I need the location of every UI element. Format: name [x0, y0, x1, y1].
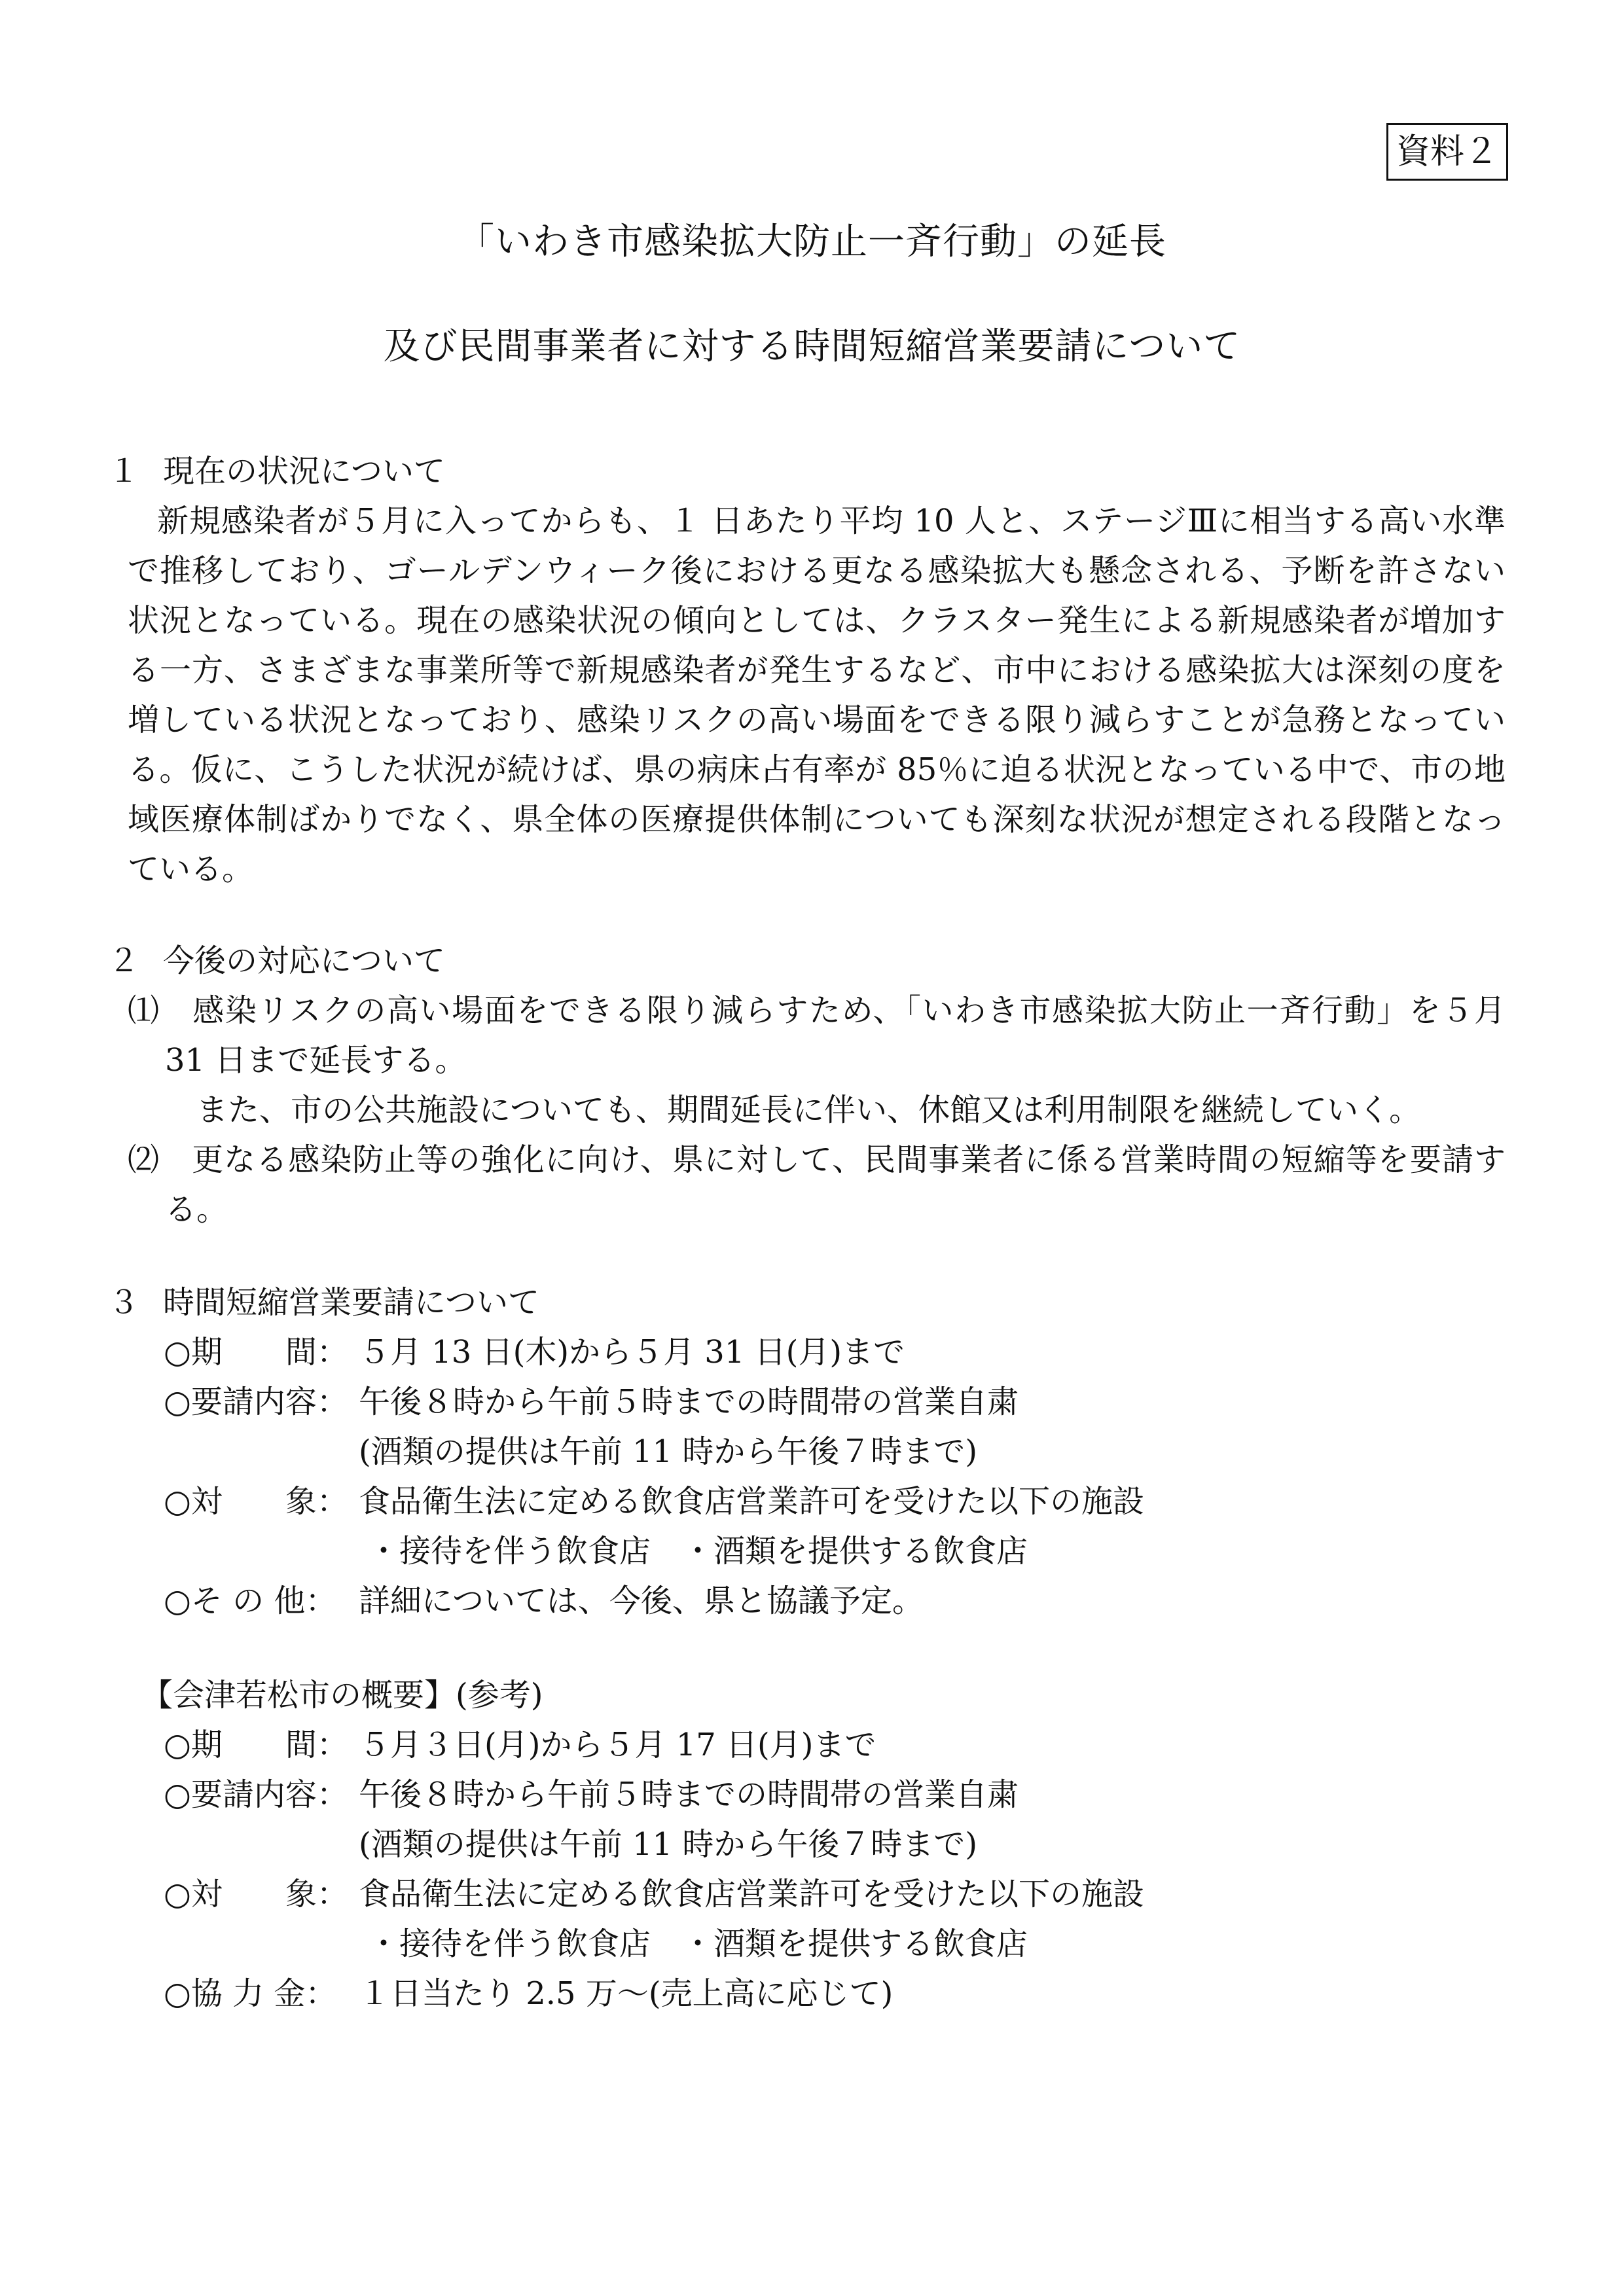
period-value: ５月３日(月)から５月 17 日(月)まで	[359, 1727, 876, 1763]
section1-line: 域医療体制ばかりでなく、県全体の医療提供体制についても深刻な状況が想定される段階となっ	[128, 801, 1506, 838]
section2-item1-line: 31 日まで延長する。	[165, 1042, 467, 1079]
section1-number: １	[108, 453, 140, 490]
period-label: ○期 間：	[164, 1727, 348, 1763]
section1-line: 増している状況となっており、感染リスクの高い場面をできる限り減らすことが急務となってい	[128, 702, 1506, 738]
reference-target	[164, 1869, 1144, 1919]
title-line-1: 「いわき市感染拡大防止一斉行動」の延長	[458, 221, 1166, 263]
section3-request-note: (酒類の提供は午前 11 時から午後７時まで)	[359, 1433, 978, 1470]
section2-item2-line: ⑵ 更なる感染防止等の強化に向け、県に対して、民間事業者に係る営業時間の短縮等を要請す	[128, 1141, 1506, 1178]
target-label: ○対 象：	[164, 1876, 348, 1912]
section1-line: 新規感染者が５月に入ってからも、１ 日あたり平均 10 人と、ステージⅢに相当する高い水準	[157, 503, 1506, 539]
reference-coop	[164, 1969, 893, 2018]
section3-request	[164, 1377, 1019, 1427]
section3-target	[164, 1477, 1144, 1526]
section2-item2-line: る。	[165, 1191, 228, 1228]
title-line-2: 及び民間事業者に対する時間短縮営業要請について	[383, 325, 1241, 368]
coop-label: ○協 力 金：	[164, 1975, 337, 2012]
section3-heading	[108, 1278, 539, 1327]
section2-heading	[108, 936, 445, 986]
section3-period	[164, 1327, 905, 1377]
target-value: 食品衛生法に定める飲食店営業許可を受けた以下の施設	[359, 1876, 1145, 1912]
period-value: ５月 13 日(木)から５月 31 日(月)まで	[359, 1334, 905, 1371]
section2-title: 今後の対応について	[163, 942, 446, 979]
other-value: 詳細については、今後、県と協議予定。	[359, 1583, 924, 1619]
section2-item1-line: ⑴ 感染リスクの高い場面をできる限り減らすため、「いわき市感染拡大防止一斉行動」を５月	[128, 992, 1506, 1029]
target-label: ○対 象：	[164, 1483, 348, 1520]
section1-line: る。仮に、こうした状況が続けば、県の病床占有率が 85％に迫る状況となっている中で、市の地	[128, 751, 1506, 788]
section3-title: 時間短縮営業要請について	[163, 1284, 540, 1321]
document-label: 資料２	[1386, 123, 1508, 181]
section1-line: 状況となっている。現在の感染状況の傾向としては、クラスター発生による新規感染者が増加す	[128, 602, 1506, 639]
section2-number: ２	[108, 942, 140, 979]
target-value: 食品衛生法に定める飲食店営業許可を受けた以下の施設	[359, 1483, 1145, 1520]
request-label: ○要請内容：	[164, 1776, 348, 1813]
reference-target-items: ・接待を伴う飲食店 ・酒類を提供する飲食店	[368, 1926, 1028, 1962]
section2-item1-line: また、市の公共施設についても、期間延長に伴い、休館又は利用制限を継続していく。	[196, 1092, 1421, 1128]
section3-target-items: ・接待を伴う飲食店 ・酒類を提供する飲食店	[368, 1533, 1028, 1570]
section3-number: ３	[108, 1284, 140, 1321]
section1-title: 現在の状況について	[163, 453, 446, 490]
reference-request	[164, 1770, 1019, 1820]
section1-line: る一方、さまざまな事業所等で新規感染者が発生するなど、市中における感染拡大は深刻の度を	[128, 652, 1506, 689]
reference-heading: 【会津若松市の概要】(参考)	[141, 1677, 543, 1713]
reference-request-note: (酒類の提供は午前 11 時から午後７時まで)	[359, 1826, 978, 1863]
section1-heading	[108, 446, 445, 496]
request-value: 午後８時から午前５時までの時間帯の営業自粛	[359, 1776, 1019, 1813]
coop-value: １日当たり 2.5 万～(売上高に応じて)	[359, 1975, 893, 2012]
request-value: 午後８時から午前５時までの時間帯の営業自粛	[359, 1384, 1019, 1420]
request-label: ○要請内容：	[164, 1384, 348, 1420]
other-label: ○そ の 他：	[164, 1583, 337, 1619]
section3-other	[164, 1576, 924, 1626]
section1-line: ている。	[128, 851, 254, 888]
period-label: ○期 間：	[164, 1334, 348, 1371]
reference-period	[164, 1720, 876, 1770]
section1-line: で推移しており、ゴールデンウィーク後における更なる感染拡大も懸念される、予断を許さない	[128, 552, 1506, 589]
